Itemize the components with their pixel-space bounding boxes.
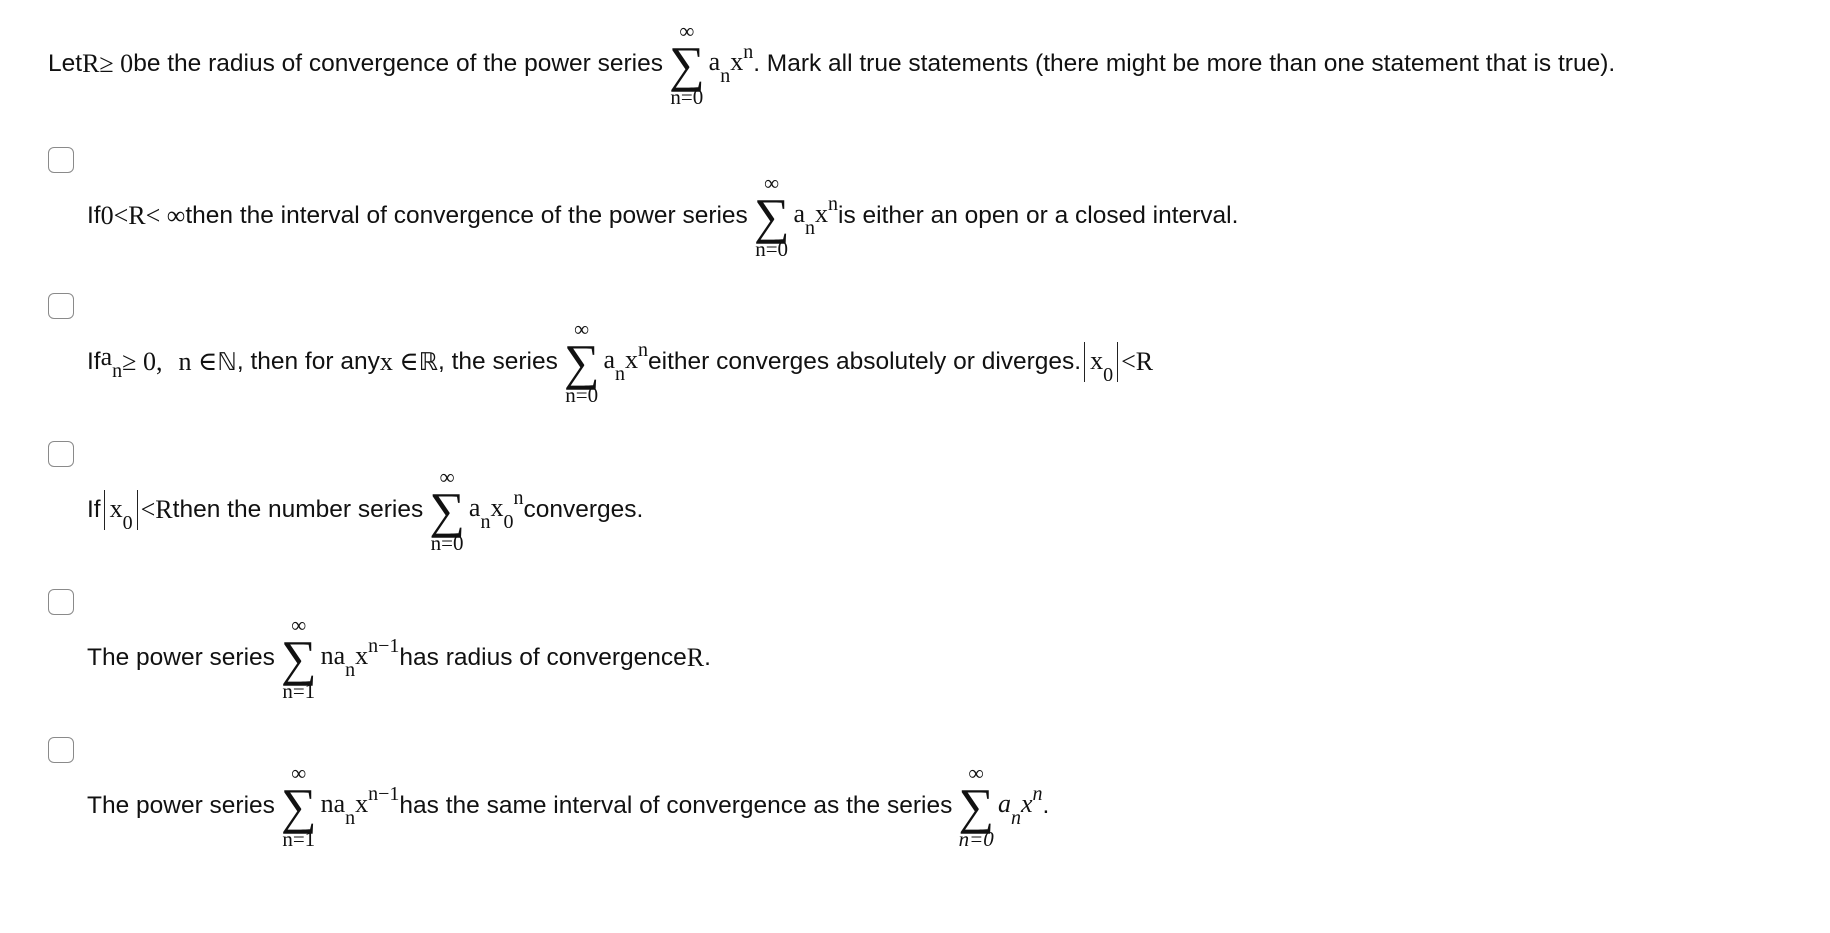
- option-3-term: $a_nx_0^n$: [468, 486, 524, 533]
- option-4-period: .: [704, 644, 711, 671]
- option-1[interactable]: [0, 147, 1830, 295]
- option-4-term: $na_nx^{n-1}$: [320, 634, 400, 681]
- option-1-text-a: then the interval of convergence of the power series: [185, 202, 748, 229]
- sum-lower-limit: n=0: [565, 383, 599, 407]
- option-5-text-b: has the same interval of convergence as the series: [399, 792, 953, 819]
- option-1-if: If: [87, 202, 101, 229]
- option-2-lt-R: <R: [1121, 347, 1154, 376]
- option-4-text-b: has radius of convergence: [399, 644, 687, 671]
- sum-lower-limit: n=0: [755, 237, 789, 261]
- option-3-lt-R: <R: [140, 495, 173, 524]
- option-2-text: [87, 307, 1153, 417]
- option-4-R: R: [686, 643, 705, 672]
- option-3[interactable]: [0, 441, 1830, 589]
- sigma-symbol: ∑: [429, 482, 465, 538]
- option-2-if: If: [87, 348, 101, 375]
- option-3-if: If: [87, 496, 101, 523]
- naturals-symbol: ℕ: [217, 349, 237, 376]
- stem-suffix: . Mark all true statements (there might be more than one statement that is true).: [753, 50, 1616, 77]
- sum-upper-limit: ∞: [291, 613, 307, 637]
- option-1-text-b: is either an open or a closed interval.: [838, 202, 1239, 229]
- sum-lower-limit: n=1: [282, 827, 316, 851]
- sum-upper-limit: ∞: [574, 317, 590, 341]
- option-2-text-b: , the series: [438, 348, 558, 375]
- sigma-symbol: ∑: [958, 778, 994, 834]
- option-5-text: [87, 751, 1049, 861]
- sum-upper-limit: ∞: [968, 761, 984, 785]
- option-5-sum-2: [958, 762, 994, 850]
- sum-upper-limit: ∞: [439, 465, 455, 489]
- option-2[interactable]: [0, 293, 1830, 441]
- option-5-term: $na_nx^{n-1}$: [320, 782, 400, 829]
- option-5-period: .: [1042, 792, 1050, 819]
- sum-lower-limit: n=1: [282, 679, 316, 703]
- stem-prefix: Let: [48, 50, 83, 77]
- option-3-text: [87, 455, 643, 565]
- stem-R: R: [82, 49, 100, 78]
- option-1-term: $a_nx^n$: [793, 192, 839, 239]
- sum-upper-limit: ∞: [679, 19, 695, 43]
- sigma-symbol: ∑: [753, 188, 790, 244]
- stem-geq-zero: ≥ 0: [99, 49, 134, 78]
- option-1-text: [87, 161, 1238, 271]
- option-2-sum: [564, 318, 600, 406]
- option-4-checkbox[interactable]: [48, 589, 74, 615]
- option-2-checkbox[interactable]: [48, 293, 74, 319]
- sum-upper-limit: ∞: [764, 171, 780, 195]
- reals-symbol: ℝ: [418, 349, 438, 376]
- option-3-text-a: then the number series: [172, 496, 424, 523]
- option-4-text: [87, 603, 711, 713]
- option-3-text-b: converges.: [523, 496, 644, 523]
- option-1-checkbox[interactable]: [48, 147, 74, 173]
- option-4[interactable]: [0, 589, 1830, 737]
- option-3-checkbox[interactable]: [48, 441, 74, 467]
- option-2-an: $a_n$: [100, 341, 123, 382]
- sum-lower-limit: n=0: [958, 827, 994, 851]
- sum-lower-limit: n=0: [430, 531, 464, 555]
- option-5-checkbox[interactable]: [48, 737, 74, 763]
- option-5-text-a: The power series: [87, 792, 275, 819]
- option-4-sum: [281, 614, 317, 702]
- sigma-symbol: ∑: [563, 334, 600, 390]
- option-5-sum: [281, 762, 317, 850]
- option-2-n-in: n ∈: [178, 347, 218, 376]
- option-5-term-2: $a_nx^n$: [997, 782, 1043, 829]
- stem-sum: [669, 20, 705, 108]
- sigma-symbol: ∑: [280, 778, 317, 834]
- option-2-text-c: either converges absolutely or diverges.: [648, 348, 1082, 375]
- option-2-abs-x0: $x_0$: [1084, 342, 1118, 382]
- sigma-symbol: ∑: [280, 630, 317, 686]
- option-2-x-in: x ∈: [379, 347, 419, 376]
- option-5[interactable]: [0, 737, 1830, 885]
- stem-middle: be the radius of convergence of the power series: [133, 50, 663, 77]
- option-1-sum: [754, 172, 790, 260]
- question-stem: [48, 0, 1615, 128]
- option-3-abs-x0: $x_0$: [104, 490, 138, 530]
- sum-upper-limit: ∞: [291, 761, 307, 785]
- option-2-term: $a_nx^n$: [603, 338, 649, 385]
- option-3-sum: [429, 466, 465, 554]
- sum-lower-limit: n=0: [670, 85, 704, 109]
- option-2-condition: ≥ 0,: [122, 347, 163, 376]
- option-2-text-a: , then for any: [236, 348, 380, 375]
- option-1-condition: 0<R< ∞: [100, 201, 186, 230]
- sigma-symbol: ∑: [668, 36, 705, 92]
- option-4-text-a: The power series: [87, 644, 275, 671]
- stem-term: $a_nx^n$: [708, 40, 754, 87]
